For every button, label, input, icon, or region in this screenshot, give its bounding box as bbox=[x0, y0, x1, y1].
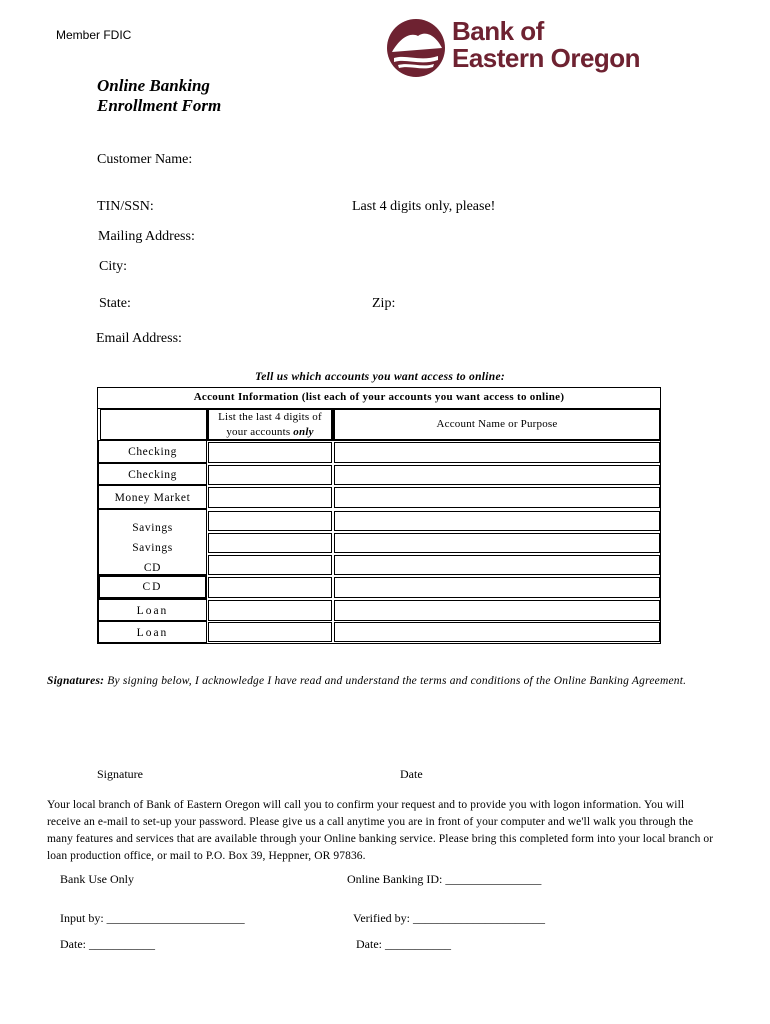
col-header-digits bbox=[207, 408, 333, 441]
bank-use-date bbox=[60, 937, 155, 952]
input-by-label: Input by: bbox=[60, 911, 104, 925]
info-paragraph: Your local branch of Bank of Eastern Oregon will call you to confirm your request and to provide you with logon information. You will receive an e-mail to set-up your password. Please give us a call anytime you are in front of your computer and we'll walk you through the many features and services that are available through your Online banking service. Please bring this completed form into your local branch or loan production office, or mail to P.O. Box 39, Heppner, OR 97836. bbox=[47, 799, 714, 862]
verified-date bbox=[356, 937, 451, 952]
signature-label: Signature bbox=[97, 767, 143, 781]
tin-hint: Last 4 digits only, please! bbox=[352, 199, 496, 214]
verified-date-label: Date: bbox=[356, 937, 382, 951]
account-name-input[interactable] bbox=[334, 622, 660, 642]
account-name-input[interactable] bbox=[334, 577, 660, 598]
verified-by-label: Verified by: bbox=[353, 911, 410, 925]
logo-text-line1: Bank of bbox=[452, 16, 544, 46]
account-type-label: CD bbox=[142, 581, 163, 593]
account-type-cell bbox=[98, 621, 207, 643]
account-digits-input[interactable] bbox=[208, 600, 332, 621]
account-digits-input[interactable] bbox=[208, 487, 332, 508]
account-digits-input[interactable] bbox=[208, 511, 332, 531]
account-digits-input[interactable] bbox=[208, 533, 332, 553]
accounts-table-header: Account Information (list each of your accounts you want access to online) bbox=[98, 388, 660, 409]
signature-statement bbox=[47, 673, 687, 690]
verified-by bbox=[353, 911, 545, 926]
account-digits-input[interactable] bbox=[208, 622, 332, 642]
account-digits-input[interactable] bbox=[208, 442, 332, 463]
account-name-input[interactable] bbox=[334, 465, 660, 485]
online-banking-id-label: Online Banking ID: bbox=[347, 872, 443, 886]
online-banking-id-blank[interactable]: ________________ bbox=[445, 872, 542, 886]
email-address-label: Email Address: bbox=[96, 331, 182, 346]
account-name-input[interactable] bbox=[334, 442, 660, 463]
col-header-account-name: Account Name or Purpose bbox=[333, 408, 661, 441]
input-by bbox=[60, 911, 245, 926]
account-type-cell bbox=[98, 509, 207, 575]
logo-text-line2: Eastern Oregon bbox=[452, 43, 641, 73]
account-name-input[interactable] bbox=[334, 487, 660, 508]
bank-logo-emblem-icon bbox=[386, 18, 446, 78]
account-type-label: CD bbox=[143, 562, 162, 574]
account-type-cell bbox=[98, 485, 207, 509]
account-name-input[interactable] bbox=[334, 600, 660, 621]
input-by-blank[interactable]: _______________________ bbox=[106, 911, 245, 925]
account-name-input[interactable] bbox=[334, 533, 660, 553]
account-type-cell bbox=[98, 463, 207, 485]
account-digits-input[interactable] bbox=[208, 577, 332, 598]
city-label: City: bbox=[99, 259, 128, 274]
state-label: State: bbox=[99, 296, 131, 311]
account-type-cell bbox=[98, 440, 207, 463]
zip-label: Zip: bbox=[372, 296, 396, 311]
account-type-label: Loan bbox=[136, 605, 169, 617]
account-type-label: Checking bbox=[128, 446, 177, 458]
tin-label: TIN/SSN: bbox=[97, 199, 154, 214]
form-title-line2: Enrollment Form bbox=[97, 96, 222, 115]
account-name-input[interactable] bbox=[334, 555, 660, 575]
accounts-table bbox=[97, 387, 661, 644]
header-blank-cell bbox=[100, 409, 207, 440]
customer-name-label: Customer Name: bbox=[97, 152, 193, 167]
bank-use-label: Bank Use Only bbox=[60, 872, 134, 886]
account-digits-input[interactable] bbox=[208, 555, 332, 575]
account-digits-input[interactable] bbox=[208, 465, 332, 485]
member-fdic-label: Member FDIC bbox=[56, 28, 132, 42]
signature-agreement-text: By signing below, I acknowledge I have read and understand the terms and conditions of the Online Banking Agreement. bbox=[107, 675, 687, 687]
account-name-input[interactable] bbox=[334, 511, 660, 531]
bank-use-date-label: Date: bbox=[60, 937, 86, 951]
account-type-label: Money Market bbox=[114, 492, 191, 504]
accounts-caption: Tell us which accounts you want access to online: bbox=[254, 371, 506, 383]
form-title bbox=[97, 76, 221, 116]
col-header-digits-line1: List the last 4 digits of bbox=[218, 411, 322, 423]
bank-use-date-blank[interactable]: ___________ bbox=[89, 937, 155, 951]
bank-logo bbox=[386, 18, 716, 78]
account-type-label: Savings bbox=[132, 522, 173, 534]
account-type-label: Checking bbox=[128, 469, 177, 481]
col-header-digits-emph: only bbox=[293, 426, 314, 438]
date-label: Date bbox=[400, 767, 423, 781]
verified-by-blank[interactable]: ______________________ bbox=[412, 911, 545, 925]
account-type-cell bbox=[98, 575, 207, 599]
verified-date-blank[interactable]: ___________ bbox=[385, 937, 451, 951]
online-banking-id bbox=[347, 872, 541, 887]
col-header-digits-line2: your accounts bbox=[226, 426, 291, 438]
account-type-label: Loan bbox=[136, 627, 169, 639]
account-type-cell bbox=[98, 599, 207, 621]
form-title-line1: Online Banking bbox=[97, 76, 210, 95]
signature-lead: Signatures: bbox=[47, 675, 105, 687]
mailing-address-label: Mailing Address: bbox=[98, 229, 195, 244]
account-type-label: Savings bbox=[132, 542, 173, 554]
